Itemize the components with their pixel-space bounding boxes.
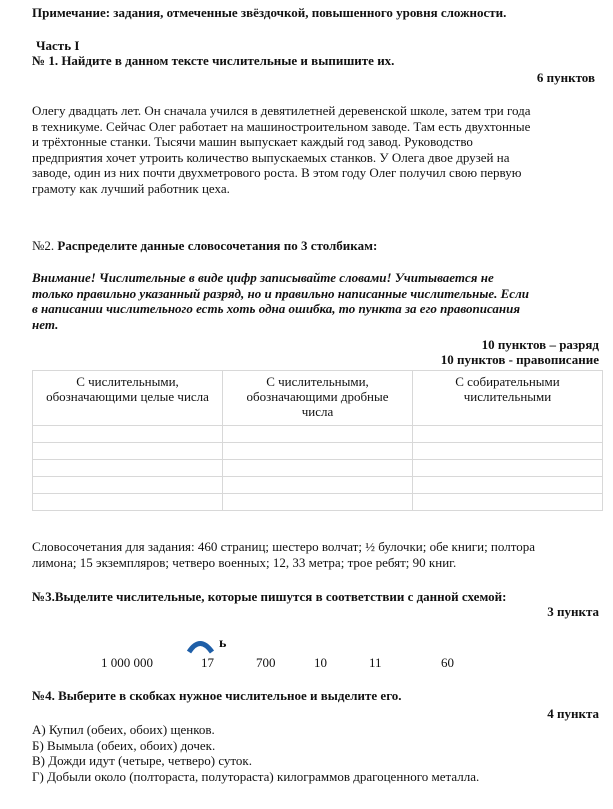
task1-line: грамоту как лучший работник цеха. (32, 180, 230, 196)
number-option[interactable]: 17 (201, 655, 214, 670)
table-row (33, 443, 603, 460)
task1-line: Олегу двадцать лет. Он сначала учился в девятилетней деревенской школе, затем три года (32, 103, 531, 118)
number-option[interactable]: 1 000 000 (101, 655, 153, 670)
column-header-collective: С собирательными числительными (413, 371, 603, 426)
table-cell[interactable] (413, 460, 603, 477)
task1-points: 6 пунктов (536, 70, 595, 85)
part-heading: Часть I (36, 38, 80, 53)
task1-title: № 1. Найдите в данном тексте числительные и выпишите их. (32, 53, 395, 68)
column-header-whole-numbers: С числительными, обозначающими целые числа (33, 371, 223, 426)
task2-warning (32, 270, 529, 332)
task2-points-category: 10 пунктов – разряд (481, 337, 599, 352)
task2-points-spelling: 10 пунктов - правописание (440, 352, 599, 367)
task2-title (32, 238, 377, 253)
number-option[interactable]: 11 (369, 655, 382, 670)
note-text: Примечание: задания, отмеченные звёздочкой, повышенного уровня сложности. (32, 5, 507, 20)
table-row (33, 477, 603, 494)
table-header-row (33, 371, 603, 426)
number-option[interactable]: 10 (314, 655, 327, 670)
table-cell[interactable] (413, 426, 603, 443)
phrases-line: Словосочетания для задания: 460 страниц; шестеро волчат; ½ булочки; обе книги; полтора (32, 539, 535, 554)
table-cell[interactable] (33, 477, 223, 494)
list-item: Г) Добыли около (полтораста, полутораста) килограммов драгоценного металла. (32, 768, 480, 784)
task3-points: 3 пункта (547, 604, 599, 619)
task4-points: 4 пункта (547, 706, 599, 721)
warning-line: только правильно указанный разряд, но и правильно написанные числительные. Если (32, 285, 529, 301)
table-cell[interactable] (223, 426, 413, 443)
list-item: В) Дожди идут (четыре, четверо) суток. (32, 753, 252, 769)
table-row (33, 494, 603, 511)
task1-line: в техникуме. Сейчас Олег работает на машиностроительном заводе. Там есть двухтонные (32, 118, 531, 134)
table-cell[interactable] (223, 477, 413, 494)
table-row (33, 426, 603, 443)
table-cell[interactable] (33, 443, 223, 460)
number-option[interactable]: 60 (441, 655, 454, 670)
task2-title-text: Распределите данные словосочетания по 3 столбикам: (57, 238, 378, 253)
task2-number: №2. (32, 238, 55, 253)
column-header-fractions: С числительными, обозначающими дробные числа (223, 371, 413, 426)
table-cell[interactable] (33, 460, 223, 477)
table-cell[interactable] (413, 443, 603, 460)
task4-title: №4. Выберите в скобках нужное числительное и выделите его. (32, 688, 402, 703)
scheme-arc-icon (186, 638, 216, 654)
table-cell[interactable] (223, 443, 413, 460)
list-item: Б) Вымыла (обеих, обоих) дочек. (32, 737, 216, 753)
distribution-table (32, 370, 603, 511)
warning-line: в написании числительного есть хоть одна ошибка, то пункта за его правописания (32, 301, 521, 317)
task1-text (32, 103, 531, 197)
table-cell[interactable] (33, 494, 223, 511)
task1-line: и трёхтонные станки. Тысячи машин выпускает каждый год завод. Руководство (32, 134, 473, 150)
warning-line: нет. (32, 316, 59, 332)
scheme-letter: ь (219, 636, 227, 651)
task4-items (32, 722, 479, 784)
number-option[interactable]: 700 (256, 655, 276, 670)
list-item: А) Купил (обеих, обоих) щенков. (32, 722, 215, 737)
table-cell[interactable] (413, 477, 603, 494)
task1-line: предприятия хочет утроить количество выпускаемых станков. У Олега двое друзей на (32, 149, 510, 165)
table-cell[interactable] (223, 494, 413, 511)
task2-phrases (32, 539, 535, 570)
task3-title: №3.Выделите числительные, которые пишутся в соответствии с данной схемой: (32, 589, 507, 604)
table-cell[interactable] (413, 494, 603, 511)
table-cell[interactable] (33, 426, 223, 443)
task1-line: заводе, один из них почти двухметрового роста. В этом году Олег получил свою первую (32, 165, 522, 181)
table-row (33, 460, 603, 477)
warning-line: Внимание! Числительные в виде цифр записывайте словами! Учитывается не (32, 270, 494, 285)
table-cell[interactable] (223, 460, 413, 477)
phrases-line: лимона; 15 экземпляров; четверо военных; 12, 33 метра; трое ребят; 90 книг. (32, 554, 457, 570)
